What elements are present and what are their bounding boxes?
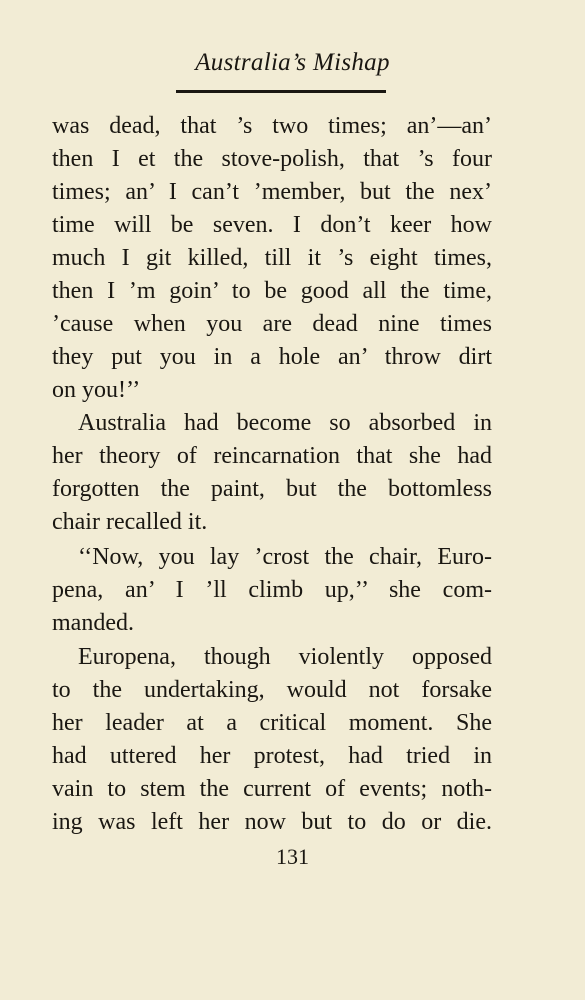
text-line: was dead, that ’s two times; an’—an’ [52, 113, 492, 139]
text-line: much I git killed, till it ’s eight times, [52, 245, 492, 271]
paragraph-first-line: Australia had become so absorbed in [78, 410, 492, 436]
text-line: chair recalled it. [52, 509, 208, 535]
text-line: on you!’’ [52, 377, 141, 403]
paragraph-first-line: ‘‘Now, you lay ’crost the chair, Euro- [78, 544, 492, 570]
text-line: had uttered her protest, had tried in [52, 743, 492, 769]
text-line: they put you in a hole an’ throw dirt [52, 344, 492, 370]
text-line: to the undertaking, would not forsake [52, 677, 492, 703]
text-line: forgotten the paint, but the bottomless [52, 476, 492, 502]
paragraph-first-line: Europena, though violently opposed [78, 644, 492, 670]
page-number: 131 [276, 844, 309, 869]
header-rule [176, 90, 386, 93]
text-line: ’cause when you are dead nine times [52, 311, 492, 337]
text-line: time will be seven. I don’t keer how [52, 212, 492, 238]
text-line: vain to stem the current of events; noth- [52, 776, 492, 802]
text-line: pena, an’ I ’ll climb up,’’ she com- [52, 577, 492, 603]
text-line: times; an’ I can’t ’member, but the nex’ [52, 179, 492, 205]
text-line: then I et the stove-polish, that ’s four [52, 146, 492, 172]
text-line: then I ’m goin’ to be good all the time, [52, 278, 492, 304]
text-line: ing was left her now but to do or die. [52, 809, 492, 835]
running-head: Australia’s Mishap [195, 49, 390, 76]
text-line: her theory of reincarnation that she had [52, 443, 492, 469]
text-line: manded. [52, 610, 134, 636]
text-line: her leader at a critical moment. She [52, 710, 492, 736]
